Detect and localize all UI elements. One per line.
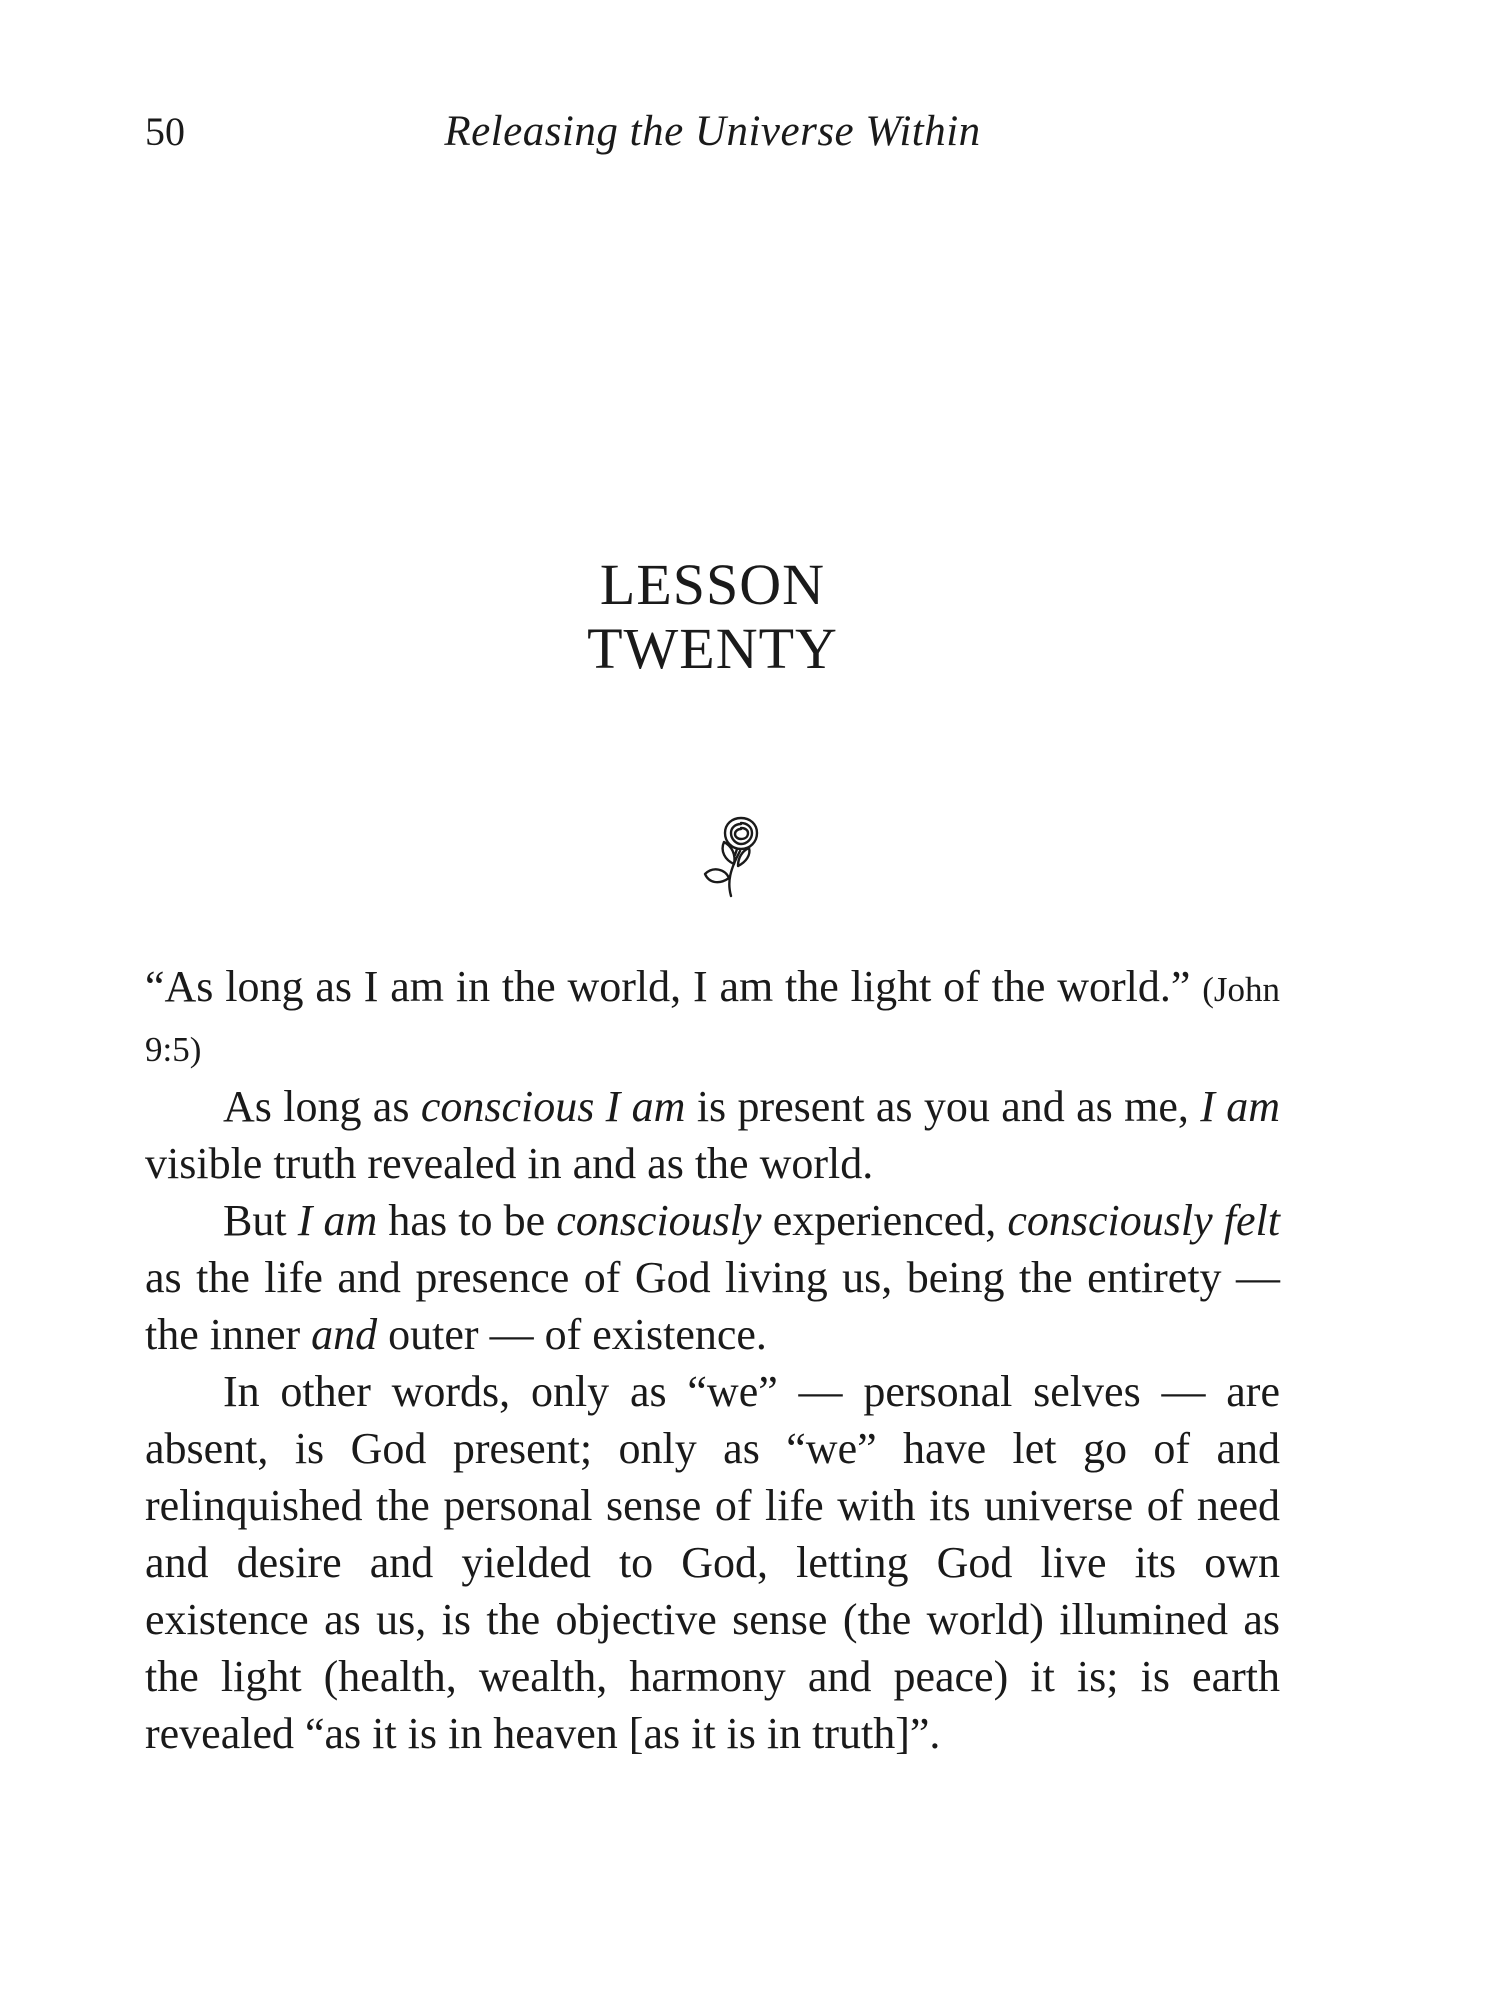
body-text-segment: In other words, only as “we” — personal selves — are absent, is God present; only as “we” have let go of and relinquished the personal sense of life with its universe of need and desire and yielded to God, letting God live its own existence as us, is the objective sense (the world) illumined as the light (health, wealth, harmony and peace) it is; is earth revealed “as it is in heaven [as it is in truth]”. bbox=[145, 1367, 1280, 1758]
body-text bbox=[145, 958, 1280, 1762]
paragraph-quote bbox=[145, 958, 1280, 1078]
citation-text: (John 9:5) bbox=[145, 970, 1280, 1069]
section-ornament bbox=[145, 814, 1280, 903]
lesson-title-line1: LESSON bbox=[599, 552, 826, 617]
paragraph bbox=[145, 1078, 1280, 1192]
body-text-segment: outer — of existence. bbox=[377, 1310, 767, 1359]
emphasized-text: consciously bbox=[556, 1196, 762, 1245]
body-text-segment: But bbox=[223, 1196, 298, 1245]
emphasized-text: and bbox=[311, 1310, 378, 1359]
body-text-segment: “As long as I am in the world, I am the light of the world.” bbox=[145, 962, 1203, 1011]
emphasized-text: consciously felt bbox=[1007, 1196, 1281, 1245]
rose-ornament-icon bbox=[701, 814, 765, 898]
body-text-segment: as the life and presence of God living us, being the entirety — the inner bbox=[145, 1253, 1280, 1359]
body-text-segment: visible truth revealed in and as the world. bbox=[145, 1139, 874, 1188]
paragraph bbox=[145, 1192, 1280, 1363]
body-text-segment: is present as you and as me, bbox=[685, 1082, 1201, 1131]
body-text-segment: has to be bbox=[377, 1196, 557, 1245]
lesson-title bbox=[145, 553, 1280, 681]
running-header-title: Releasing the Universe Within bbox=[444, 108, 981, 155]
emphasized-text: conscious I am bbox=[420, 1082, 686, 1131]
body-text-segment: As long as bbox=[223, 1082, 421, 1131]
paragraph bbox=[145, 1363, 1280, 1762]
emphasized-text: I am bbox=[297, 1196, 378, 1245]
body-text-segment: experienced, bbox=[761, 1196, 1008, 1245]
emphasized-text: I am bbox=[1200, 1082, 1280, 1131]
page-number: 50 bbox=[145, 109, 185, 154]
running-header bbox=[145, 108, 1280, 158]
lesson-title-line2: TWENTY bbox=[587, 616, 838, 681]
